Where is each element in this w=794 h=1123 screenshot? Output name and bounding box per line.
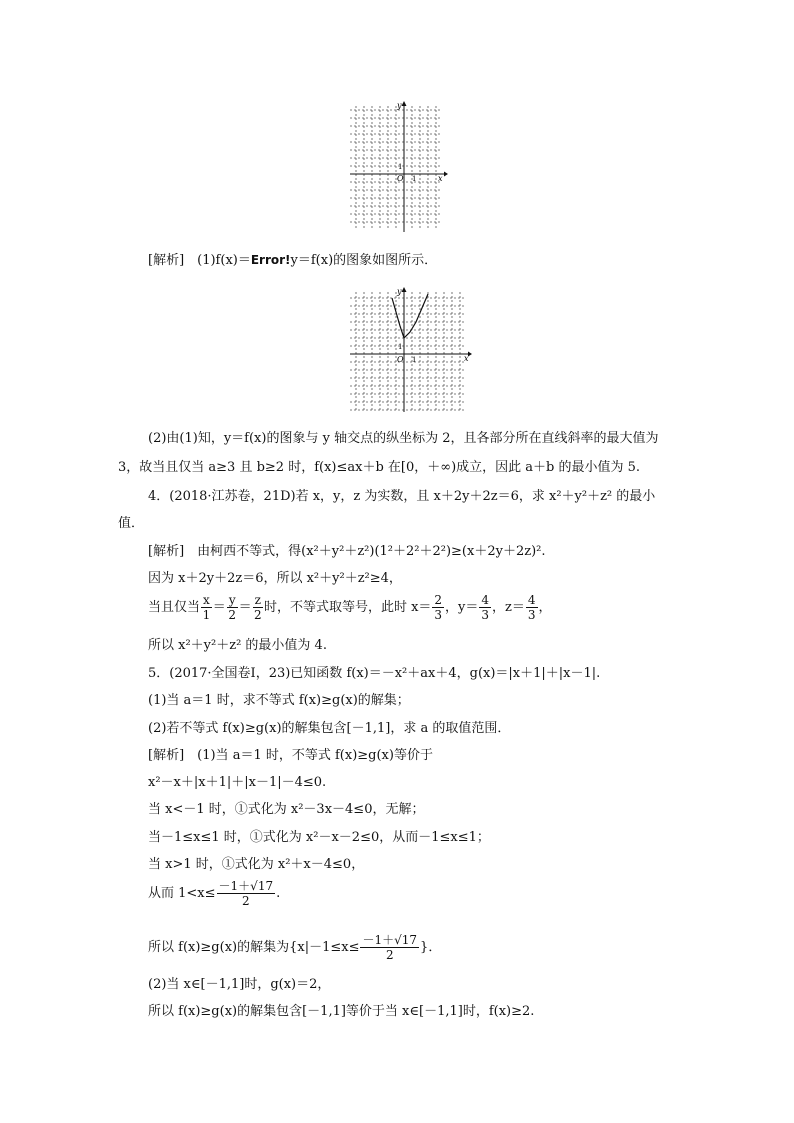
unit-y-label: 1 (398, 343, 403, 351)
inequality-1: x²－x＋|x＋1|＋|x－1|－4≤0. (148, 775, 327, 790)
fraction-root: $\frac{-1+√17}{2}$ (362, 933, 418, 962)
function-graph-figure (348, 284, 474, 414)
fraction-root: $\frac{-1+√17}{2}$ (218, 879, 274, 908)
x-axis-label: x (464, 354, 469, 363)
y-axis-label: y (397, 101, 402, 110)
x-axis-arrow (468, 352, 472, 357)
case-middle: 当－1≤x≤1 时，①式化为 x²－x－2≤0，从而－1≤x≤1； (148, 830, 490, 845)
y-axis-arrow (402, 287, 407, 292)
y-axis-label: y (397, 287, 402, 296)
case-x-greater-than-1: 当 x>1 时，①式化为 x²＋x－4≤0， (148, 857, 365, 872)
y-axis-arrow (402, 101, 407, 106)
case-x-less-than-minus-1: 当 x<－1 时，①式化为 x²－3x－4≤0，无解； (148, 802, 425, 817)
x-axis-arrow (444, 172, 448, 177)
solution-set: 所以 f(x)≥g(x)的解集为{x|－1≤x≤ $\frac{-1+√17}{2}$ }． (148, 933, 442, 962)
analysis-part1: [解析] (1)f(x)＝Error!y＝f(x)的图象如图所示． (148, 253, 438, 268)
part2-equivalence: 所以 f(x)≥g(x)的解集包含[－1,1]等价于当 x∈[－1,1]时，f(x)≥2. (148, 1004, 535, 1019)
fraction-two-thirds: $\frac{2}{3}$ (434, 593, 443, 622)
problem-4-conclusion: 所以 x²＋y²＋z² 的最小值为 4. (148, 638, 327, 653)
fraction-x-over-1: $\frac{x}{1}$ (202, 593, 211, 622)
problem-5-part2: (2)若不等式 f(x)≥g(x)的解集包含[－1,1]，求 a 的取值范围． (148, 721, 511, 736)
fraction-y-over-2: $\frac{y}{2}$ (228, 593, 237, 622)
unit-y-label: 1 (398, 163, 403, 171)
function-curve (392, 294, 428, 338)
origin-label: O (397, 355, 404, 364)
part2-g-value: (2)当 x∈[－1,1]时，g(x)＝2， (148, 977, 331, 992)
analysis-part2: (2)由(1)知，y＝f(x)的图象与 y 轴交点的纵坐标为 2，且各部分所在直线斜率的最大值为 (148, 431, 659, 446)
coordinate-grid-figure (348, 98, 448, 234)
problem-4-equality-line: 当且仅当 $\frac{x}{1}$ ＝ $\frac{y}{2}$ ＝ $\frac{z}{2}$ 时，不等式取等号，此时 x＝ $\frac{2}{3}$ ，y＝ $\frac{4}{3}$ ，z＝ $\frac{4}{3}$ ， (148, 593, 552, 622)
problem-4-analysis: [解析] 由柯西不等式，得(x²＋y²＋z²)(1²＋2²＋2²)≥(x＋2y＋2z)². (148, 544, 546, 559)
problem-4-statement-cont: 值． (118, 516, 145, 531)
unit-x-label: 1 (412, 175, 417, 183)
problem-4-statement: 4．(2018·江苏卷，21D)若 x，y，z 为实数，且 x＋2y＋2z＝6，求 x²＋y²＋z² 的最小 (148, 489, 656, 504)
analysis-part2-cont: 3，故当且仅当 a≥3 且 b≥2 时，f(x)≤ax＋b 在[0，＋∞)成立，因此 a＋b 的最小值为 5. (118, 460, 641, 475)
fraction-z-over-2: $\frac{z}{2}$ (253, 593, 262, 622)
unit-x-label: 1 (412, 356, 417, 364)
fraction-four-thirds: $\frac{4}{3}$ (481, 593, 490, 622)
origin-label: O (397, 174, 404, 183)
problem-5-part1: (1)当 a＝1 时，求不等式 f(x)≥g(x)的解集； (148, 693, 410, 708)
problem-5-analysis: [解析] (1)当 a＝1 时，不等式 f(x)≥g(x)等价于 (148, 748, 433, 763)
error-placeholder: Error! (250, 253, 291, 267)
case-result: 从而 1<x≤ $\frac{-1+√17}{2}$ . (148, 879, 281, 908)
x-axis-label: x (438, 174, 443, 183)
problem-4-line2: 因为 x＋2y＋2z＝6，所以 x²＋y²＋z²≥4， (148, 571, 402, 586)
problem-5-statement: 5．(2017·全国卷Ⅰ，23)已知函数 f(x)＝－x²＋ax＋4，g(x)＝|x＋1|＋|x－1|. (148, 666, 601, 681)
fraction-four-thirds: $\frac{4}{3}$ (527, 593, 536, 622)
